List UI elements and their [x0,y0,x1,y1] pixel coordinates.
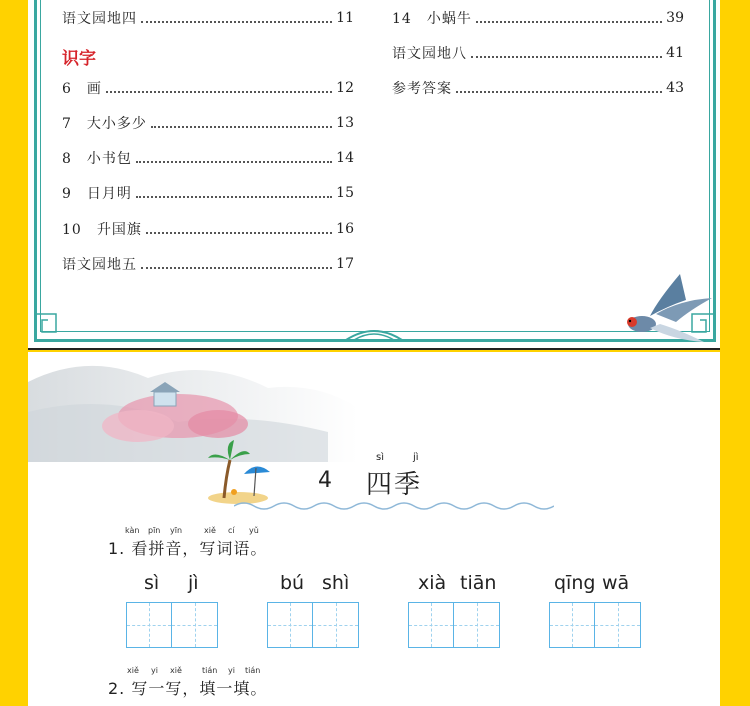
toc-item[interactable] [62,254,354,274]
writing-cell[interactable] [267,602,313,648]
pinyin-word: jì [188,572,199,594]
pinyin-word: xià [418,572,447,594]
toc-item-label: 8 小书包 [62,151,132,167]
q1-pinyin: kàn [125,526,140,535]
toc-item-label: 10 升国旗 [62,222,142,238]
q1-pinyin: yǔ [249,526,259,535]
q1-instruction: 1. 看拼音，写词语。 [108,539,268,558]
writing-cell[interactable] [549,602,595,648]
toc-item[interactable] [62,183,354,203]
toc-item-page: 39 [666,10,684,26]
wave-decoration [234,500,554,512]
toc-item-page: 43 [666,80,684,96]
toc-item-label: 9 日月明 [62,186,132,202]
landscape-illustration [28,352,358,462]
writing-grid[interactable] [408,602,500,648]
toc-item-page: 14 [336,150,354,166]
toc-item[interactable] [62,8,354,28]
swallow-illustration [620,270,716,346]
q1-pinyin: xiě [204,526,216,535]
pinyin-word: tiān [460,572,497,594]
q2-pinyin: xiě [127,666,139,675]
toc-item-label: 语文园地五 [62,257,137,273]
toc-item-page: 13 [336,115,354,131]
toc-item-page: 12 [336,80,354,96]
toc-item-label: 语文园地四 [62,11,137,27]
frame-ornament [28,300,720,348]
q2-pinyin: tián [245,666,261,675]
toc-item[interactable] [392,8,684,28]
writing-cell[interactable] [313,602,359,648]
toc-item-page: 41 [666,45,684,61]
lesson-page [28,352,720,706]
section-title: 识字 [62,49,96,69]
q2-pinyin: xiě [170,666,182,675]
writing-grid[interactable] [549,602,641,648]
pinyin-word: sì [144,572,160,594]
pinyin-word: qīng [554,572,596,594]
writing-cell[interactable] [595,602,641,648]
beach-illustration [204,436,276,506]
writing-grid[interactable] [267,602,359,648]
q2-pinyin: yi [151,666,158,675]
toc-item-label: 14 小蜗牛 [392,11,472,27]
toc-page [28,0,720,350]
pinyin-word: bú [280,572,305,594]
title-pinyin: sì [376,452,384,463]
pinyin-word: wā [602,572,630,594]
toc-item[interactable] [392,43,684,63]
toc-item-page: 11 [336,10,354,26]
toc-item[interactable] [62,113,354,133]
pinyin-word: shì [322,572,350,594]
writing-cell[interactable] [454,602,500,648]
toc-item-page: 16 [336,221,354,237]
q1-pinyin: yīn [170,526,183,535]
lesson-number: 4 [318,468,332,493]
toc-item-page: 17 [336,256,354,272]
toc-item-label: 语文园地八 [392,46,467,62]
writing-grid[interactable] [126,602,218,648]
toc-item-label: 6 画 [62,81,102,97]
toc-item[interactable] [62,78,354,98]
toc-item[interactable] [392,78,684,98]
q1-pinyin: cí [228,526,235,535]
q2-pinyin: yi [228,666,235,675]
q1-pinyin: pīn [148,526,161,535]
toc-item-label: 7 大小多少 [62,116,147,132]
q2-pinyin: tián [202,666,218,675]
toc-item[interactable] [62,148,354,168]
lesson-title: 四季 [366,470,423,500]
title-pinyin: jì [413,452,419,463]
toc-item-label: 参考答案 [392,81,452,97]
toc-item[interactable] [62,219,354,239]
writing-cell[interactable] [126,602,172,648]
writing-cell[interactable] [172,602,218,648]
toc-item-page: 15 [336,185,354,201]
writing-cell[interactable] [408,602,454,648]
q2-instruction: 2. 写一写，填一填。 [108,679,268,698]
